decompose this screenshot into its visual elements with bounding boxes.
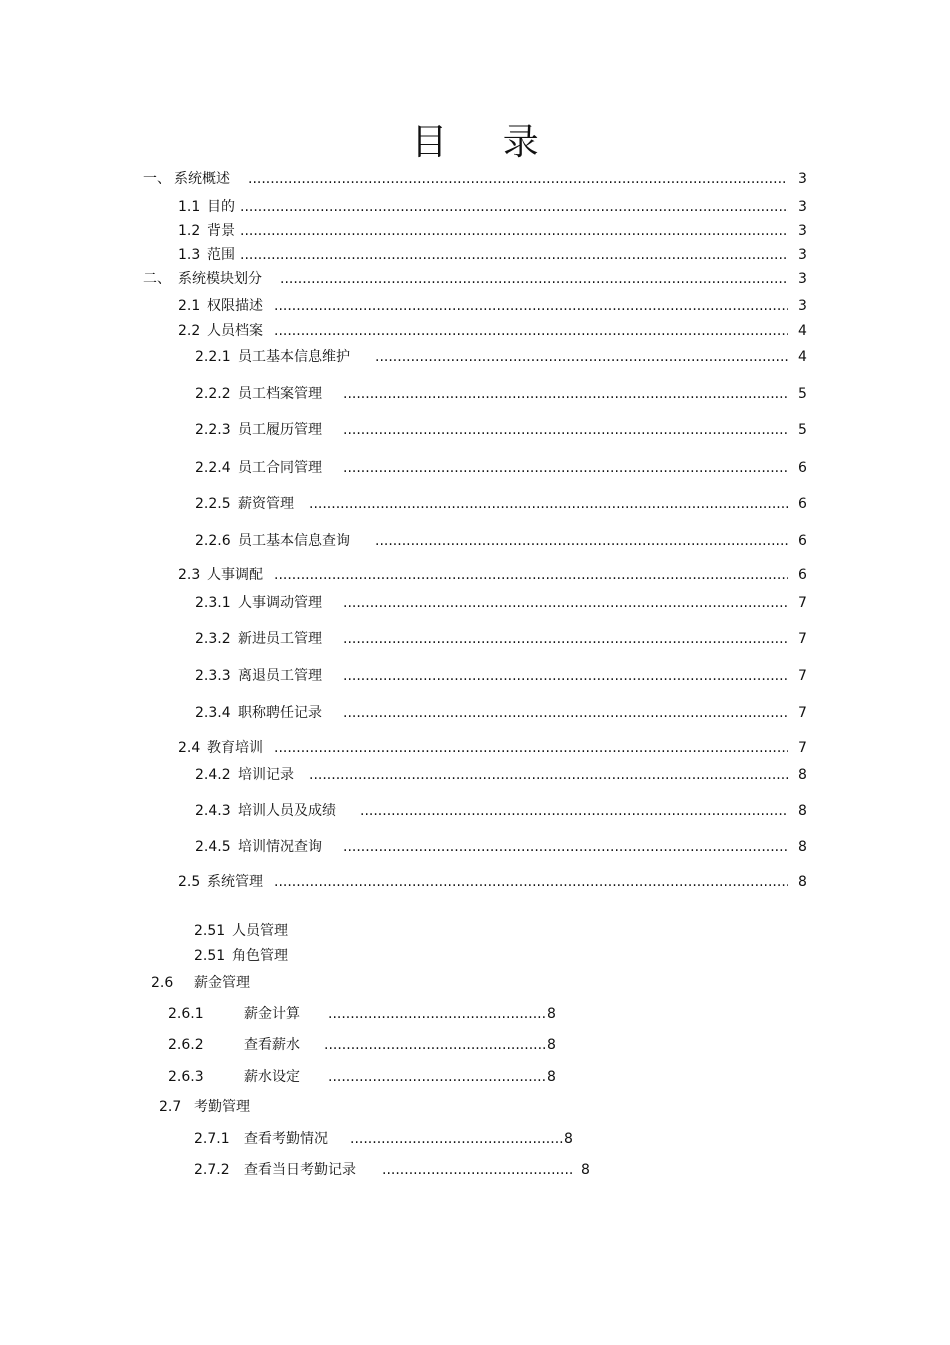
toc-leader-dots xyxy=(309,495,788,513)
toc-number: 2.4 xyxy=(178,740,201,756)
toc-page-number: 6 xyxy=(798,496,807,512)
toc-entry-2-4-3[interactable] xyxy=(195,802,813,820)
toc-entry-2-3[interactable] xyxy=(178,566,813,584)
toc-entry-2-1[interactable] xyxy=(178,297,813,315)
toc-entry-2-4[interactable] xyxy=(178,739,813,757)
toc-label: 薪水设定 xyxy=(244,1069,300,1085)
toc-number: 2.4.5 xyxy=(195,839,231,855)
toc-page-number: 6 xyxy=(798,460,807,476)
toc-page-number: 4 xyxy=(798,349,807,365)
toc-page-number: 7 xyxy=(798,595,807,611)
toc-label: 培训人员及成绩 xyxy=(238,803,336,819)
toc-entry-2-3-2[interactable] xyxy=(195,630,813,648)
toc-entry-1-1[interactable] xyxy=(178,198,813,216)
toc-label: 查看考勤情况 xyxy=(244,1131,328,1147)
toc-number: 2.2.3 xyxy=(195,422,231,438)
toc-entry-1-2[interactable] xyxy=(178,222,813,240)
toc-label: 薪金计算 xyxy=(244,1006,300,1022)
toc-entry-2-51-roles[interactable] xyxy=(194,947,394,965)
toc-page-number: 8 xyxy=(798,767,807,783)
toc-page-number: 8 xyxy=(798,803,807,819)
toc-page-number: 4 xyxy=(798,323,807,339)
toc-label: 系统管理 xyxy=(207,874,263,890)
toc-entry-2-5[interactable] xyxy=(178,873,813,891)
toc-number: 2.2.1 xyxy=(195,349,231,365)
toc-number: 2.3.4 xyxy=(195,705,231,721)
toc-leader-dots xyxy=(280,270,788,288)
toc-page-number: 8 xyxy=(798,874,807,890)
toc-number: 2.2 xyxy=(178,323,201,339)
toc-number: 2.2.6 xyxy=(195,533,231,549)
toc-label: 系统概述 xyxy=(174,171,230,187)
toc-label: 角色管理 xyxy=(232,948,288,964)
toc-leader-dots xyxy=(240,222,788,240)
toc-entry-2-7[interactable] xyxy=(159,1098,359,1116)
toc-leader-dots xyxy=(350,1130,564,1148)
toc-entry-2-2-3[interactable] xyxy=(195,421,813,439)
toc-entry-2-2-5[interactable] xyxy=(195,495,813,513)
toc-leader-dots xyxy=(343,421,788,439)
toc-page-number: 7 xyxy=(798,668,807,684)
toc-entry-2-2-6[interactable] xyxy=(195,532,813,550)
toc-page-number: 3 xyxy=(798,199,807,215)
toc-number: 2.7.1 xyxy=(194,1131,230,1147)
toc-leader-dots xyxy=(274,322,788,340)
toc-number: 2.6.1 xyxy=(168,1006,204,1022)
toc-leader-dots xyxy=(274,873,788,891)
toc-number: 2.2.5 xyxy=(195,496,231,512)
toc-leader-dots xyxy=(343,630,788,648)
toc-number: 1.3 xyxy=(178,247,201,263)
toc-leader-dots xyxy=(309,766,788,784)
toc-page-number: 3 xyxy=(798,171,807,187)
toc-label: 员工合同管理 xyxy=(238,460,322,476)
toc-label: 新进员工管理 xyxy=(238,631,322,647)
toc-number: 2.1 xyxy=(178,298,201,314)
toc-leader-dots xyxy=(343,667,788,685)
toc-page-number: 5 xyxy=(798,422,807,438)
toc-number: 2.3.1 xyxy=(195,595,231,611)
toc-page-number: 8 xyxy=(547,1006,556,1022)
toc-number: 2.4.2 xyxy=(195,767,231,783)
toc-entry-2-6-3[interactable] xyxy=(168,1068,568,1086)
toc-leader-dots xyxy=(343,459,788,477)
toc-label: 培训记录 xyxy=(238,767,294,783)
toc-leader-dots xyxy=(274,297,788,315)
toc-label: 薪资管理 xyxy=(238,496,294,512)
toc-label: 薪金管理 xyxy=(194,975,250,991)
toc-entry-2-7-1[interactable] xyxy=(194,1130,584,1148)
toc-entry-2-51-personnel[interactable] xyxy=(194,922,394,940)
toc-label: 员工履历管理 xyxy=(238,422,322,438)
toc-page-number: 3 xyxy=(798,271,807,287)
toc-leader-dots xyxy=(343,704,788,722)
toc-page-number: 7 xyxy=(798,705,807,721)
toc-entry-2-2[interactable] xyxy=(178,322,813,340)
toc-number: 2.5 xyxy=(178,874,201,890)
page-title: 目 录 xyxy=(411,122,561,163)
toc-number: 2.6.3 xyxy=(168,1069,204,1085)
toc-label: 查看当日考勤记录 xyxy=(244,1162,356,1178)
toc-number: 1.1 xyxy=(178,199,201,215)
toc-entry-1[interactable] xyxy=(143,170,813,188)
toc-leader-dots xyxy=(343,385,788,403)
toc-leader-dots xyxy=(274,739,788,757)
toc-label: 人员档案 xyxy=(207,323,263,339)
toc-number: 2.3.2 xyxy=(195,631,231,647)
toc-label: 系统模块划分 xyxy=(178,271,262,287)
toc-leader-dots xyxy=(240,246,788,264)
toc-entry-2-2-1[interactable] xyxy=(195,348,813,366)
toc-label: 目的 xyxy=(207,199,235,215)
toc-number: 2.7 xyxy=(159,1099,182,1115)
toc-number: 一、 xyxy=(143,171,171,187)
toc-label: 员工档案管理 xyxy=(238,386,322,402)
toc-leader-dots xyxy=(382,1161,574,1179)
toc-entry-2-6[interactable] xyxy=(151,974,351,992)
toc-leader-dots xyxy=(240,198,788,216)
toc-entry-2-6-2[interactable] xyxy=(168,1036,568,1054)
toc-page-number: 3 xyxy=(798,298,807,314)
toc-number: 2.6.2 xyxy=(168,1037,204,1053)
toc-number: 二、 xyxy=(143,271,171,287)
toc-number: 2.3.3 xyxy=(195,668,231,684)
toc-page-number: 8 xyxy=(547,1037,556,1053)
toc-leader-dots xyxy=(324,1036,546,1054)
toc-page-number: 3 xyxy=(798,247,807,263)
toc-entry-2-4-5[interactable] xyxy=(195,838,813,856)
toc-leader-dots xyxy=(375,348,788,366)
toc-page-number: 6 xyxy=(798,567,807,583)
toc-entry-2-2-4[interactable] xyxy=(195,459,813,477)
toc-entry-2-4-2[interactable] xyxy=(195,766,813,784)
toc-label: 人事调动管理 xyxy=(238,595,322,611)
toc-leader-dots xyxy=(328,1005,546,1023)
toc-leader-dots xyxy=(328,1068,546,1086)
toc-leader-dots xyxy=(360,802,788,820)
toc-entry-2-7-2[interactable] xyxy=(194,1161,599,1179)
toc-number: 2.7.2 xyxy=(194,1162,230,1178)
toc-label: 教育培训 xyxy=(207,740,263,756)
toc-number: 2.2.2 xyxy=(195,386,231,402)
toc-entry-2-6-1[interactable] xyxy=(168,1005,568,1023)
toc-page-number: 6 xyxy=(798,533,807,549)
toc-label: 背景 xyxy=(207,223,235,239)
toc-label: 职称聘任记录 xyxy=(238,705,322,721)
toc-number: 2.51 xyxy=(194,923,226,939)
toc-entry-2-3-4[interactable] xyxy=(195,704,813,722)
toc-number: 2.4.3 xyxy=(195,803,231,819)
toc-label: 员工基本信息维护 xyxy=(238,349,350,365)
toc-page-number: 3 xyxy=(798,223,807,239)
toc-label: 离退员工管理 xyxy=(238,668,322,684)
toc-label: 员工基本信息查询 xyxy=(238,533,350,549)
toc-leader-dots xyxy=(248,170,788,188)
toc-leader-dots xyxy=(343,838,788,856)
toc-page-number: 7 xyxy=(798,631,807,647)
toc-leader-dots xyxy=(343,594,788,612)
toc-label: 考勤管理 xyxy=(194,1099,250,1115)
toc-number: 2.51 xyxy=(194,948,226,964)
toc-number: 2.6 xyxy=(151,975,174,991)
toc-entry-1-3[interactable] xyxy=(178,246,813,264)
toc-label: 人员管理 xyxy=(232,923,288,939)
toc-label: 查看薪水 xyxy=(244,1037,300,1053)
toc-page-number: 8 xyxy=(547,1069,556,1085)
toc-entry-2[interactable] xyxy=(143,270,813,288)
toc-page-number: 5 xyxy=(798,386,807,402)
toc-leader-dots xyxy=(375,532,788,550)
toc-number: 2.3 xyxy=(178,567,201,583)
toc-number: 2.2.4 xyxy=(195,460,231,476)
toc-label: 人事调配 xyxy=(207,567,263,583)
toc-page-number: 7 xyxy=(798,740,807,756)
toc-label: 权限描述 xyxy=(207,298,263,314)
toc-entry-2-3-1[interactable] xyxy=(195,594,813,612)
toc-number: 1.2 xyxy=(178,223,201,239)
toc-page-number: 8 xyxy=(581,1162,590,1178)
toc-entry-2-3-3[interactable] xyxy=(195,667,813,685)
toc-page-number: 8 xyxy=(564,1131,573,1147)
toc-page-number: 8 xyxy=(798,839,807,855)
toc-entry-2-2-2[interactable] xyxy=(195,385,813,403)
toc-leader-dots xyxy=(274,566,788,584)
toc-label: 培训情况查询 xyxy=(238,839,322,855)
toc-label: 范围 xyxy=(207,247,235,263)
